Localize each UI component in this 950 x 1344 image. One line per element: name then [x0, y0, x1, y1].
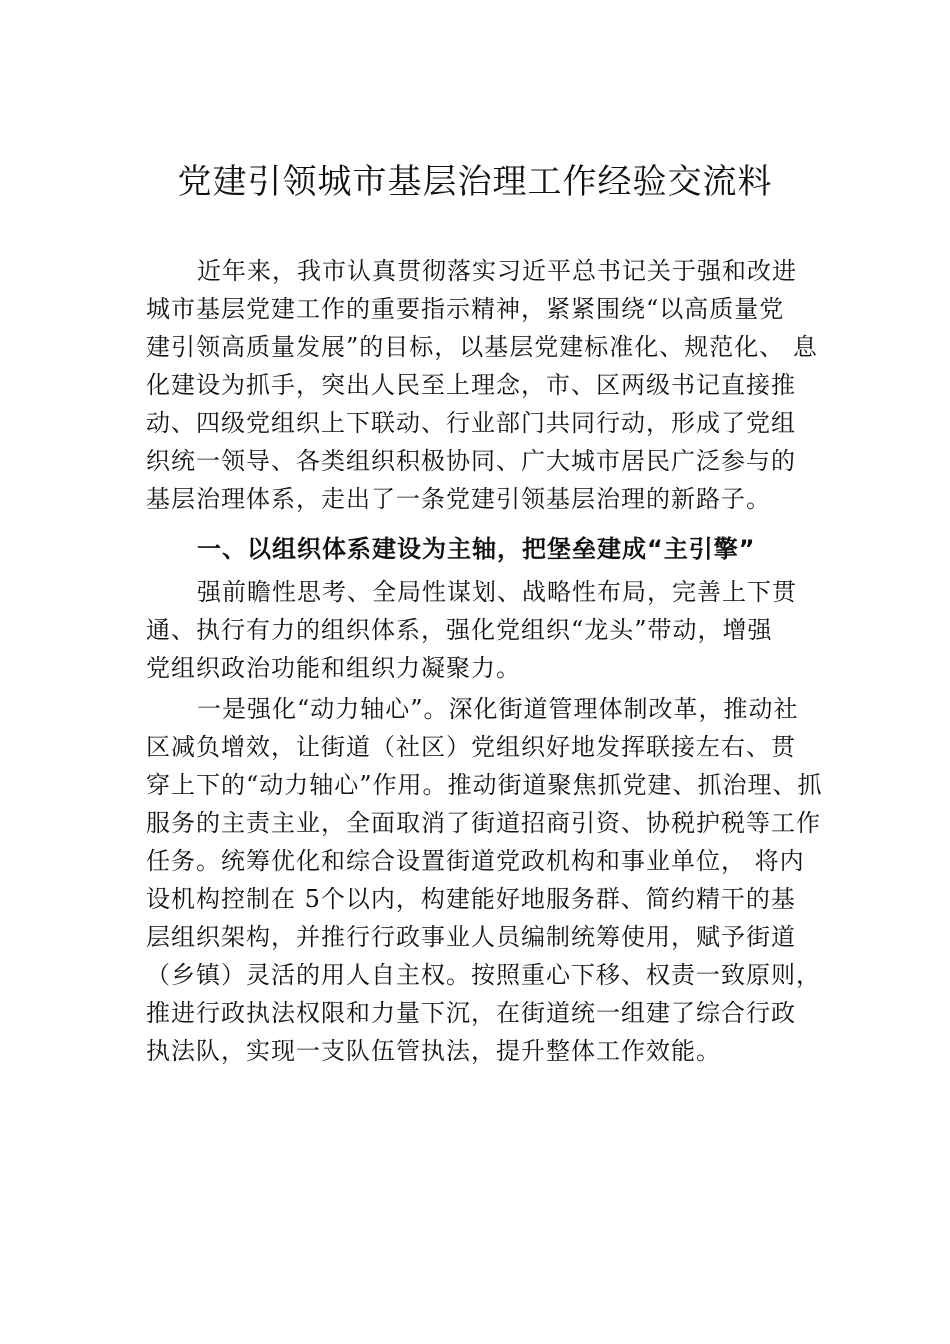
paragraph-3-line: 执法队，实现一支队伍管执法，提升整体工作效能。 [146, 1037, 721, 1065]
paragraph-2-line: 党组织政治功能和组织力凝聚力。 [146, 654, 521, 682]
document-title: 党建引领城市基层治理工作经验交流料 [177, 162, 773, 202]
paragraph-3-line: 推进行政执法权限和力量下沉，在街道统一组建了综合行政 [146, 999, 796, 1027]
section-1-heading: 一、以组织体系建设为主轴，把堡垒建成“主引擎” [197, 535, 756, 563]
paragraph-3-line: 设机构控制在 5个以内，构建能好地服务群、简约精干的基 [146, 885, 796, 913]
paragraph-3-line: （乡镇）灵活的用人自主权。按照重心下移、权责一致原则， [146, 961, 821, 989]
paragraph-3-line: 任务。统筹优化和综合设置街道党政机构和事业单位， 将内 [146, 847, 805, 875]
paragraph-1-line: 城市基层党建工作的重要指示精神，紧紧围绕“以高质量党 [146, 295, 785, 323]
paragraph-1-line: 化建设为抓手，突出人民至上理念，市、区两级书记直接推 [146, 371, 796, 399]
paragraph-1-line: 动、四级党组织上下联动、行业部门共同行动，形成了党组 [146, 409, 796, 437]
paragraph-1-line: 建引领高质量发展”的目标，以基层党建标准化、规范化、 息 [146, 333, 818, 361]
paragraph-2-line: 强前瞻性思考、全局性谋划、战略性布局，完善上下贯 [197, 578, 797, 606]
paragraph-3-line: 一是强化“动力轴心”。深化街道管理体制改革，推动社 [197, 695, 799, 723]
paragraph-2-line: 通、执行有力的组织体系，强化党组织“龙头”带动，增强 [146, 616, 773, 644]
paragraph-1-line: 基层治理体系，走出了一条党建引领基层治理的新路子。 [146, 485, 771, 513]
paragraph-1-line: 织统一领导、各类组织积极协同、广大城市居民广泛参与的 [146, 447, 796, 475]
paragraph-3-line: 层组织架构，并推行行政事业人员编制统筹使用，赋予街道 [146, 923, 796, 951]
paragraph-1-line: 近年来，我市认真贯彻落实习近平总书记关于强和改进 [197, 257, 797, 285]
paragraph-3-line: 区减负增效，让街道（社区）党组织好地发挥联接左右、贯 [146, 733, 796, 761]
paragraph-3-line: 服务的主责主业，全面取消了街道招商引资、协税护税等工作 [146, 809, 821, 837]
paragraph-3-line: 穿上下的“动力轴心”作用。推动街道聚焦抓党建、抓治理、抓 [146, 771, 823, 799]
